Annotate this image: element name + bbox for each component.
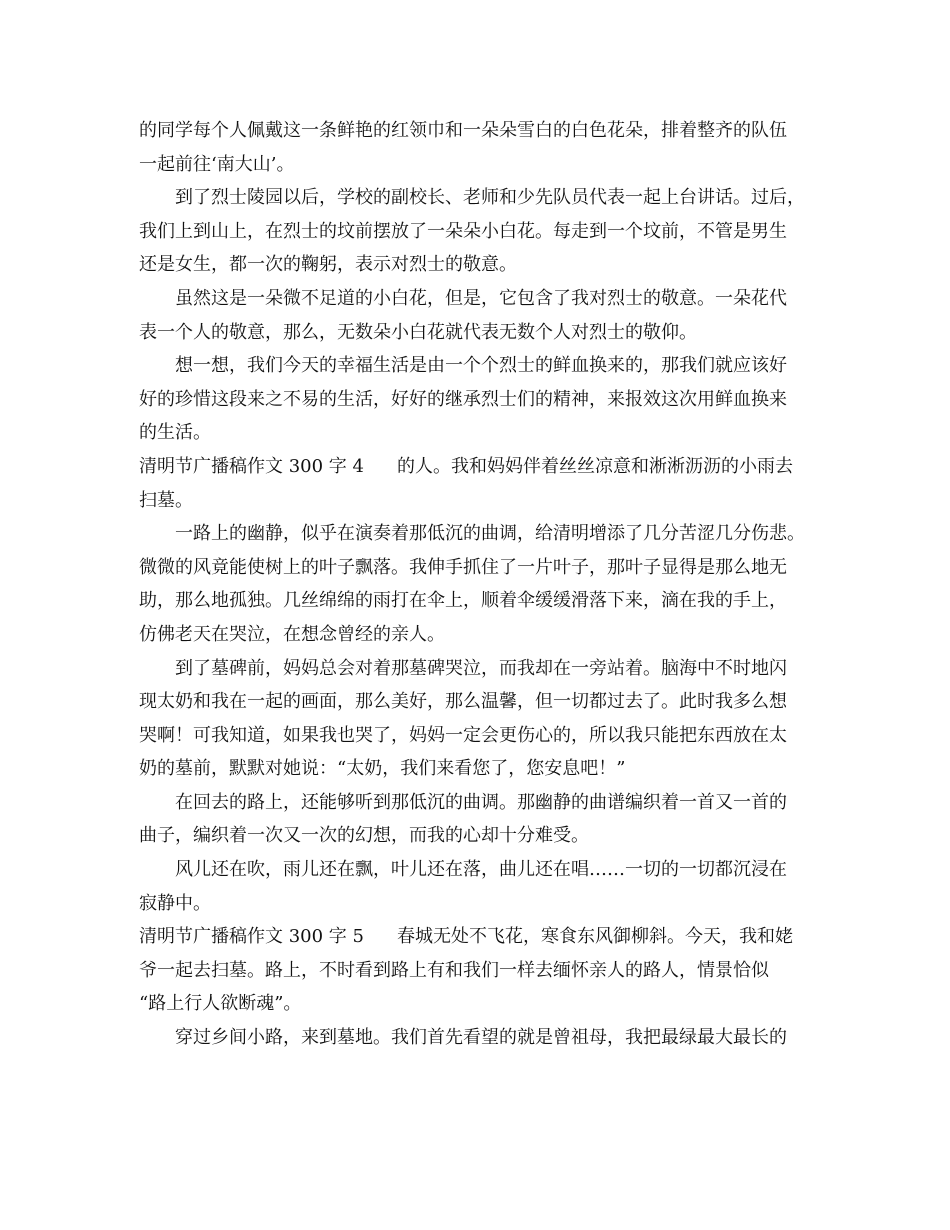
text-line: 哭啊！可我知道，如果我也哭了，妈妈一定会更伤心的，所以我只能把东西放在太 [139,724,787,746]
paragraph-start-line: 穿过乡间小路，来到墓地。我们首先看望的就是曾祖母，我把最绿最大最长的 [175,1027,787,1049]
paragraph-start-line: 一路上的幽静，似乎在演奏着那低沉的曲调，给清明增添了几分苦涩几分伤悲。 [175,523,805,545]
text-line: 曲子，编织着一次又一次的幻想，而我的心却十分难受。 [139,825,589,847]
text-line: 还是女生，都一次的鞠躬，表示对烈士的敬意。 [139,254,517,276]
text-line: 扫墓。 [139,489,193,511]
heading-continuation-text: 的人。我和妈妈伴着丝丝凉意和淅淅沥沥的小雨去 [397,455,793,477]
text-line: 寂静中。 [139,892,211,914]
text-line: 微微的风竟能使树上的叶子飘落。我伸手抓住了一片叶子，那叶子显得是那么地无 [139,556,787,578]
heading-continuation-text: 春城无处不飞花，寒食东风御柳斜。今天，我和姥 [397,926,793,948]
text-line: 一起前往‘南大山’。 [139,153,295,175]
text-line: 爷一起去扫墓。路上，不时看到路上有和我们一样去缅怀亲人的路人，情景恰似 [139,959,769,981]
section-heading-line [139,920,819,954]
text-line: “路上行人欲断魂”。 [139,993,302,1015]
section-heading: 清明节广播稿作文 300 字 5 [139,926,364,948]
text-line: 现太奶和我在一起的画面，那么美好，那么温馨，但一切都过去了。此时我多么想 [139,691,787,713]
text-line: 的同学每个人佩戴这一条鲜艳的红领巾和一朵朵雪白的白色花朵，排着整齐的队伍 [139,120,787,141]
text-line: 表一个人的敬意，那么，无数朵小白花就代表无数个人对烈士的敬仰。 [139,321,697,343]
body-text [139,114,819,1055]
paragraph-start-line: 想一想，我们今天的幸福生活是由一个个烈士的鲜血换来的，那我们就应该好 [175,355,787,377]
text-line: 好的珍惜这段来之不易的生活，好好的继承烈士们的精神，来报效这次用鲜血换来 [139,388,787,410]
text-line: 的生活。 [139,422,211,444]
paragraph-start-line: 风儿还在吹，雨儿还在飘，叶儿还在落，曲儿还在唱……一切的一切都沉浸在 [175,859,787,881]
section-heading-line [139,450,819,484]
paragraph-start-line: 虽然这是一朵微不足道的小白花，但是，它包含了我对烈士的敬意。一朵花代 [175,287,787,309]
text-line: 仿佛老天在哭泣，在想念曾经的亲人。 [139,623,445,645]
paragraph-start-line: 到了烈士陵园以后，学校的副校长、老师和少先队员代表一起上台讲话。过后， [175,187,805,209]
text-line: 助，那么地孤独。几丝绵绵的雨打在伞上，顺着伞缓缓滑落下来，滴在我的手上， [139,590,787,612]
section-heading: 清明节广播稿作文 300 字 4 [139,455,364,477]
text-line: 我们上到山上，在烈士的坟前摆放了一朵朵小白花。每走到一个坟前，不管是男生 [139,220,787,242]
text-line: 奶的墓前，默默对她说：“太奶，我们来看您了，您安息吧！” [139,758,626,780]
paragraph-start-line: 到了墓碑前，妈妈总会对着那墓碑哭泣，而我却在一旁站着。脑海中不时地闪 [175,657,787,679]
paragraph-start-line: 在回去的路上，还能够听到那低沉的曲调。那幽静的曲谱编织着一首又一首的 [175,791,787,813]
